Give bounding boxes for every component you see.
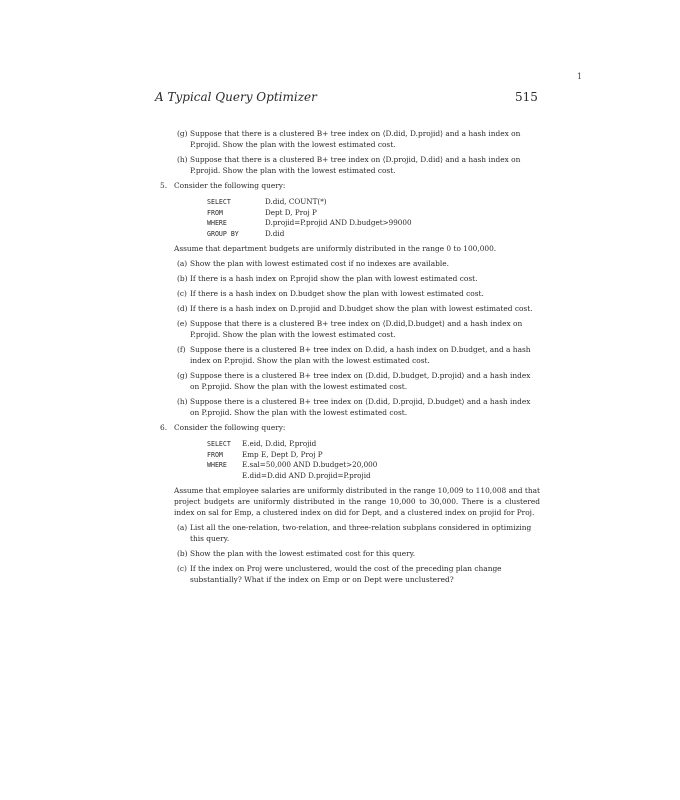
- sql-line: [207, 439, 540, 450]
- part-label: (a): [177, 259, 188, 268]
- part-label: (b): [177, 274, 188, 283]
- sql-query-block: [207, 439, 540, 481]
- exercise-part: [160, 154, 540, 176]
- part-text: If the index on Proj were unclustered, would the cost of the preceding plan change substantially? What if the index on Emp or on Dept were unclustered?: [190, 564, 502, 584]
- part-label: (c): [177, 564, 187, 573]
- part-label: (a): [177, 523, 188, 532]
- sql-line: [207, 229, 540, 240]
- part-text: Show the plan with lowest estimated cost if no indexes are available.: [190, 259, 449, 268]
- sql-line: [207, 471, 540, 482]
- part-text: Show the plan with the lowest estimated cost for this query.: [190, 549, 416, 558]
- sql-line: [207, 460, 540, 471]
- part-text: Suppose that there is a clustered B+ tree index on ⟨D.did,D.budget⟩ and a hash index on P.projid. Show the plan with the lowest estimated cost.: [190, 319, 523, 339]
- part-text: Suppose that there is a clustered B+ tree index on ⟨D.did, D.projid⟩ and a hash index on P.projid. Show the plan with the lowest estimated cost.: [190, 129, 521, 149]
- exercise-part: [160, 548, 540, 559]
- exercise-part: [160, 288, 540, 299]
- sql-clause: E.sal=50,000 AND D.budget>20,000: [242, 460, 378, 469]
- exercise-part: [160, 370, 540, 392]
- sql-clause: Dept D, Proj P: [265, 207, 317, 217]
- exercise-part: [160, 258, 540, 269]
- corner-mark: 1: [577, 72, 583, 81]
- assumption-text: Assume that employee salaries are uniformly distributed in the range 10,009 to 110,008 and that project budgets are uniformly distributed in the range 10,000 to 30,000. There is a clustered index on sal for Emp, a clustered index on did for Dept, and a clustered index on projid for Proj.: [174, 486, 540, 517]
- exercise-part: [160, 128, 540, 150]
- exercise-part: [160, 396, 540, 418]
- question-intro: Consider the following query:: [174, 423, 286, 432]
- sql-keyword: FROM: [207, 450, 223, 459]
- page-content: [160, 128, 540, 589]
- part-label: (b): [177, 549, 188, 558]
- sql-clause: E.eid, D.did, P.projid: [242, 439, 317, 448]
- sql-clause: D.did, COUNT(*): [265, 197, 327, 206]
- exercise-part: [160, 522, 540, 544]
- sql-keyword: SELECT: [207, 198, 231, 206]
- question-number: 6.: [160, 423, 168, 432]
- sql-clause: Emp E, Dept D, Proj P: [242, 449, 323, 459]
- part-label: (e): [177, 319, 188, 328]
- sql-keyword: WHERE: [207, 461, 227, 469]
- sql-keyword: WHERE: [207, 219, 227, 227]
- sql-line: [207, 208, 540, 219]
- exercise-part: [160, 303, 540, 314]
- part-label: (h): [177, 397, 188, 406]
- part-text: If there is a hash index on P.projid show the plan with lowest estimated cost.: [190, 274, 478, 283]
- sql-query-block: [207, 197, 540, 239]
- sql-clause: D.projid=P.projid AND D.budget>99000: [265, 218, 412, 227]
- sql-keyword: [207, 471, 242, 482]
- sql-keyword: FROM: [207, 208, 223, 217]
- exercise-part: [160, 563, 540, 585]
- exercise-part: [160, 318, 540, 340]
- question-6: [160, 422, 540, 433]
- assumption-text: Assume that department budgets are uniformly distributed in the range 0 to 100,000.: [174, 244, 497, 253]
- page-number: 515: [515, 90, 538, 104]
- exercise-part: [160, 344, 540, 366]
- part-label: (g): [177, 371, 188, 380]
- sql-clause: D.did: [265, 228, 285, 238]
- part-label: (h): [177, 155, 188, 164]
- part-label: (c): [177, 289, 187, 298]
- part-label: (g): [177, 129, 188, 138]
- part-text: Suppose there is a clustered B+ tree index on ⟨D.did, D.budget, D.projid⟩ and a hash index on P.projid. Show the plan with the lowest estimated cost.: [190, 371, 531, 391]
- part-label: (d): [177, 304, 188, 313]
- part-text: List all the one-relation, two-relation, and three-relation subplans considered in optimizing this query.: [190, 523, 532, 543]
- part-text: Suppose that there is a clustered B+ tree index on ⟨D.projid, D.did⟩ and a hash index on P.projid. Show the plan with the lowest estimated cost.: [190, 155, 521, 175]
- sql-clause: E.did=D.did AND D.projid=P.projid: [242, 470, 371, 480]
- question-5: [160, 180, 540, 191]
- part-text: Suppose there is a clustered B+ tree index on ⟨D.did, D.projid, D.budget⟩ and a hash index on P.projid. Show the plan with the lowest estimated cost.: [190, 397, 531, 417]
- part-text: If there is a hash index on D.budget show the plan with lowest estimated cost.: [190, 289, 484, 298]
- exercise-part: [160, 273, 540, 284]
- sql-keyword: SELECT: [207, 440, 231, 448]
- question-intro: Consider the following query:: [174, 181, 286, 190]
- sql-line: [207, 450, 540, 461]
- sql-line: [207, 218, 540, 229]
- part-text: Suppose there is a clustered B+ tree index on D.did, a hash index on D.budget, and a hash index on P.projid. Show the plan with the lowest estimated cost.: [190, 345, 531, 365]
- sql-line: [207, 197, 540, 208]
- part-text: If there is a hash index on D.projid and D.budget show the plan with lowest estimated cost.: [190, 304, 533, 313]
- running-header-title: A Typical Query Optimizer: [155, 90, 317, 104]
- part-label: (f): [177, 345, 186, 354]
- sql-keyword: GROUP BY: [207, 229, 239, 238]
- question-number: 5.: [160, 181, 168, 190]
